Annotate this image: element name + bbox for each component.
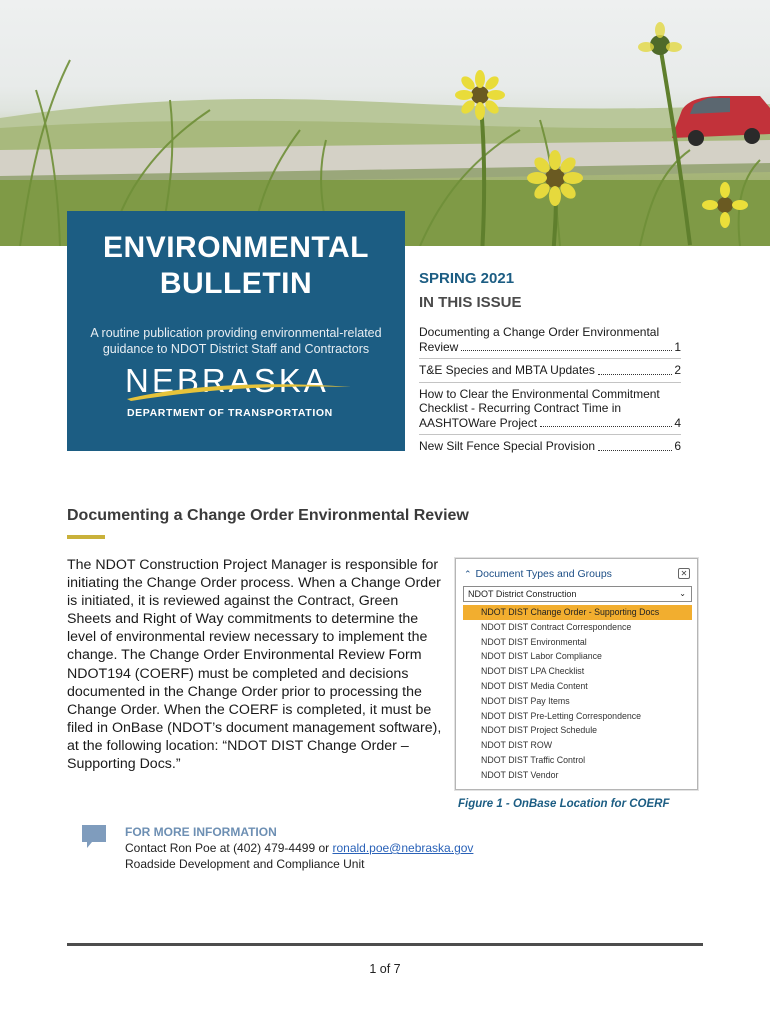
document-type-item[interactable]: NDOT DIST Environmental — [481, 636, 587, 647]
toc-item[interactable] — [419, 435, 681, 458]
toc-item-title-end: AASHTOWare Project — [419, 415, 538, 430]
table-of-contents — [419, 321, 681, 458]
document-types-title: Document Types and Groups — [475, 568, 612, 580]
nebraska-dot-logo — [125, 363, 355, 423]
bulletin-subtitle: A routine publication providing environmental-related guidance to NDOT District Staff and Contractors — [90, 326, 382, 356]
clear-icon[interactable]: ✕ — [678, 568, 690, 579]
toc-item-title-end: Review — [419, 339, 459, 354]
document-type-item[interactable]: NDOT DIST ROW — [481, 740, 553, 751]
toc-item-title: Documenting a Change Order Environmental — [419, 325, 660, 339]
document-type-list — [463, 605, 692, 783]
document-type-item[interactable]: NDOT DIST Pre-Letting Correspondence — [481, 710, 642, 721]
document-type-item[interactable]: NDOT DIST Change Order - Supporting Docs — [463, 605, 692, 620]
toc-item-page: 1 — [674, 339, 681, 354]
logo-wordmark: NEBRASKA — [125, 362, 329, 399]
logo-department: DEPARTMENT OF TRANSPORTATION — [127, 407, 333, 419]
figure-caption: Figure 1 - OnBase Location for COERF — [458, 798, 670, 810]
document-type-item[interactable]: NDOT DIST Traffic Control — [481, 754, 586, 765]
group-select-value: NDOT District Construction — [468, 589, 577, 599]
document-type-item[interactable]: NDOT DIST Labor Compliance — [481, 651, 602, 662]
bulletin-title-box — [67, 211, 405, 451]
group-select[interactable] — [463, 586, 692, 602]
in-this-issue-heading: IN THIS ISSUE — [419, 294, 522, 311]
toc-item[interactable] — [419, 321, 681, 359]
document-type-item[interactable]: NDOT DIST Pay Items — [481, 695, 570, 706]
toc-item-title: How to Clear the Environmental Commitment Checklist - Recurring Contract Time in — [419, 386, 660, 415]
onbase-document-types-panel — [455, 558, 698, 790]
page-number: 1 of 7 — [369, 962, 401, 976]
title-line-2: BULLETIN — [159, 267, 313, 300]
contact-text: Contact Ron Poe at (402) 479-4499 or — [125, 841, 333, 855]
article-headline: Documenting a Change Order Environmental Review — [67, 507, 469, 524]
contact-line — [125, 840, 473, 856]
document-type-item[interactable]: NDOT DIST Media Content — [481, 680, 588, 691]
document-type-item[interactable]: NDOT DIST Contract Correspondence — [481, 621, 632, 632]
toc-item[interactable] — [419, 359, 681, 383]
toc-item-page: 6 — [674, 439, 681, 453]
chat-bubble-icon — [80, 823, 108, 851]
document-types-header[interactable] — [464, 568, 612, 580]
collapse-chevron-icon[interactable]: ⌃ — [464, 569, 472, 579]
toc-item-title-end: T&E Species and MBTA Updates — [419, 363, 595, 377]
toc-item-title-end: New Silt Fence Special Provision — [419, 439, 596, 453]
chevron-down-icon: ⌄ — [679, 589, 686, 598]
document-type-item[interactable]: NDOT DIST Project Schedule — [481, 725, 598, 736]
logo-swoosh-icon — [125, 377, 355, 403]
document-type-item[interactable]: NDOT DIST Vendor — [481, 769, 559, 780]
toc-item-page: 2 — [674, 363, 681, 377]
contact-heading: FOR MORE INFORMATION — [125, 825, 277, 839]
field-illustration — [0, 0, 770, 246]
issue-season: SPRING 2021 — [419, 270, 515, 287]
contact-email-link[interactable]: ronald.poe@nebraska.gov — [332, 841, 474, 855]
bulletin-title — [67, 230, 405, 302]
contact-unit: Roadside Development and Compliance Unit — [125, 857, 365, 871]
contact-block — [125, 824, 473, 872]
headline-accent-rule — [67, 535, 105, 539]
toc-item[interactable] — [419, 383, 681, 436]
hero-photo — [0, 0, 770, 246]
document-type-item[interactable]: NDOT DIST LPA Checklist — [481, 666, 585, 677]
footer-rule — [67, 943, 703, 946]
toc-item-page: 4 — [674, 415, 681, 430]
article-body: The NDOT Construction Project Manager is responsible for initiating the Change Order process. When a Change Order is initiated, it is reviewed against the Contract, Green Sheets and Right of Way commitments to determine the level of environmental review necessary to implement the change. The Change Order Environmental Review Form NDOT194 (COERF) must be completed and decisions documented in the Change Order prior to processing the Change Order. When the COERF is completed, it must be filed in OnBase (NDOT’s document management software), at the following location: “NDOT DIST Change Order – Supporting Docs.” — [67, 557, 442, 773]
title-line-1: ENVIRONMENTAL — [103, 231, 369, 264]
issue-panel — [419, 270, 681, 458]
